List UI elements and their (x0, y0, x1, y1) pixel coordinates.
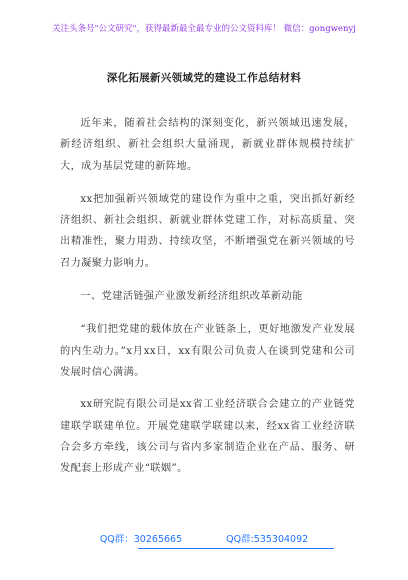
footer-contacts (0, 531, 408, 545)
section-heading-1: 一、党建活链强产业激发新经济组织改革新动能 (80, 291, 303, 303)
footer-qq-group-1[interactable]: QQ群：30265665 (99, 534, 183, 545)
header-promo-note: 关注头条号"公文研究"，获得最新最全最专业的公文资料库！ 微信：gongwenyj (52, 24, 356, 34)
paragraph-quote: “我们把党建的载体放在产业链条上，更好地激发产业发展的内生动力。”x月xx日，xx有限公司负责人在谈到党建和公司发展时信心满满。 (60, 324, 355, 378)
paragraph-overview: xx把加强新兴领域党的建设作为重中之重，突出抓好新经济组织、新社会组织、新就业群体党建工作，对标高质量、突出精准性，聚力用劲、持续攻坚，不断增强党在新兴领域的号召力凝聚力影响力。 (60, 193, 355, 269)
paragraph-intro: 近年来，随着社会结构的深刻变化，新兴领域迅速发展，新经济组织、新社会组织大量涌现，新就业群体规模持续扩大，成为基层党建的新阵地。 (60, 118, 355, 172)
document-title: 深化拓展新兴领域党的建设工作总结材料 (106, 72, 302, 84)
paragraph-case: xx研究院有限公司是xx省工业经济联合会建立的产业链党建联学联建单位。开展党建联学联建以来，经xx省工业经济联合会多方牵线，该公司与省内多家制造企业在产品、服务、研发配套上形成产业“联姻”。 (60, 399, 355, 475)
footer-qq-group-2[interactable]: QQ群:535304092 (226, 534, 309, 545)
document-body (60, 113, 355, 492)
footer-underline (138, 548, 334, 549)
